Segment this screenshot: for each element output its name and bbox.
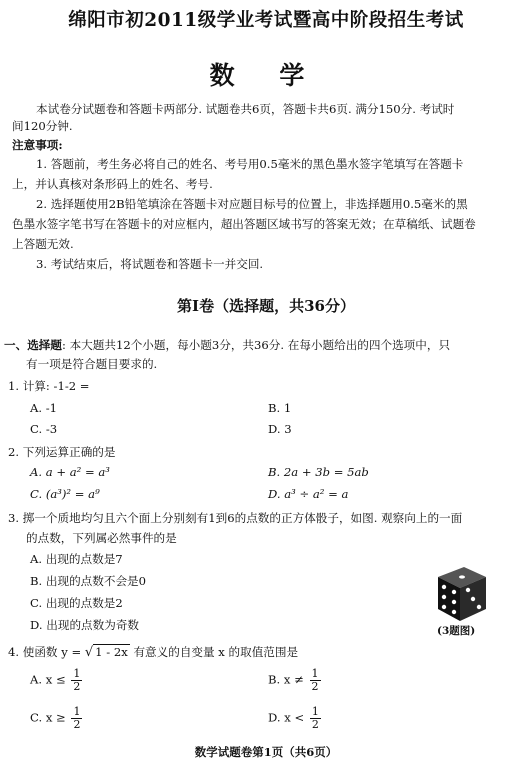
q1-stem: 1. 计算: -1-2 = xyxy=(8,379,90,393)
q1-option-a: A. -1 xyxy=(30,401,58,415)
q2-option-d: D. a³ ÷ a² = a xyxy=(268,487,349,501)
intro-line-2: 间120分钟. xyxy=(12,119,73,133)
q3-stem-b: 的点数，下列属必然事件的是 xyxy=(26,531,177,545)
fraction-denominator: 2 xyxy=(311,680,319,693)
q4-stem-radicand: 1 - 2x xyxy=(95,645,128,659)
fraction-denominator: 2 xyxy=(311,718,319,731)
q3-option-c: C. 出现的点数是2 xyxy=(30,596,123,610)
part1-text-b: 有一项是符合题目要求的. xyxy=(26,357,158,371)
q2-stem: 2. 下列运算正确的是 xyxy=(8,445,116,459)
q2-option-a: A. a + a² = a³ xyxy=(30,465,110,479)
subject-title: 数 学 xyxy=(209,61,323,90)
exam-title: 绵阳市初2011级学业考试暨高中阶段招生考试 xyxy=(68,10,464,31)
q3-option-b: B. 出现的点数不会是0 xyxy=(30,574,147,588)
section-title: 第Ⅰ卷（选择题，共36分） xyxy=(177,297,355,315)
q4-option-a-label: A. x ≤ xyxy=(30,672,66,687)
q4-stem: 4. 使函数 y = √ 1 - 2x 有意义的自变量 x 的取值范围是 xyxy=(8,645,299,660)
fraction-numerator: 1 xyxy=(311,667,319,680)
dice-figure xyxy=(424,557,494,627)
notice-3: 3. 考试结束后，将试题卷和答题卡一并交回. xyxy=(36,257,264,271)
q4-option-c-label: C. x ≥ xyxy=(30,710,66,725)
q4-option-b-label: B. x ≠ xyxy=(268,672,304,687)
q2-option-b: B. 2a + 3b = 5ab xyxy=(268,465,369,479)
q2-option-c: C. (a³)² = a⁹ xyxy=(30,487,100,501)
q3-figure-caption: (3题图) xyxy=(437,625,476,637)
q3-option-a: A. 出现的点数是7 xyxy=(30,552,123,566)
fraction xyxy=(71,706,82,731)
fraction-numerator: 1 xyxy=(73,705,81,718)
fraction-denominator: 2 xyxy=(73,718,81,731)
fraction xyxy=(310,668,321,693)
notice-2a: 2. 选择题使用2B铅笔填涂在答题卡对应题目标号的位置上，非选择题用0.5毫米的黑 xyxy=(36,197,468,211)
page-footer: 数学试题卷第1页（共6页） xyxy=(194,745,338,759)
q1-option-c: C. -3 xyxy=(30,422,58,436)
part1-text-a: : 本大题共12个小题，每小题3分，共36分. 在每小题给出的四个选项中，只 xyxy=(61,338,451,352)
notice-2b: 色墨水签字笔书写在答题卡的对应框内，超出答题区域书写的答案无效；在草稿纸、试题卷 xyxy=(12,217,476,231)
q1-option-b: B. 1 xyxy=(268,401,292,415)
q1-option-d: D. 3 xyxy=(268,422,292,436)
intro-line-1: 本试卷分试题卷和答题卡两部分. 试题卷共6页，答题卡共6页. 满分150分. 考试时 xyxy=(36,102,455,116)
fraction-numerator: 1 xyxy=(311,705,319,718)
notice-1a: 1. 答题前，考生务必将自己的姓名、考号用0.5毫米的黑色墨水签字笔填写在答题卡 xyxy=(36,157,464,171)
notice-label: 注意事项: xyxy=(12,138,63,152)
q3-stem-a: 3. 掷一个质地均匀且六个面上分别刻有1到6的点数的正方体骰子，如图. 观察向上的一面 xyxy=(8,511,463,525)
fraction-denominator: 2 xyxy=(73,680,81,693)
q4-option-c xyxy=(30,706,84,731)
fraction-numerator: 1 xyxy=(73,667,81,680)
part1-label: 一、选择题 xyxy=(4,338,62,352)
q4-stem-post: 有意义的自变量 x 的取值范围是 xyxy=(133,645,299,659)
q3-option-d: D. 出现的点数为奇数 xyxy=(30,618,140,632)
notice-1b: 上，并认真核对条形码上的姓名、考号. xyxy=(12,177,213,191)
q4-option-a xyxy=(30,668,84,693)
fraction xyxy=(71,668,82,693)
part1-heading xyxy=(4,337,450,353)
q4-option-d-label: D. x < xyxy=(268,710,305,725)
q4-option-b xyxy=(268,668,323,693)
notice-2c: 上答题无效. xyxy=(12,237,74,251)
q4-stem-pre: 4. 使函数 y = xyxy=(8,645,85,659)
q4-option-d xyxy=(268,706,323,731)
fraction xyxy=(310,706,321,731)
